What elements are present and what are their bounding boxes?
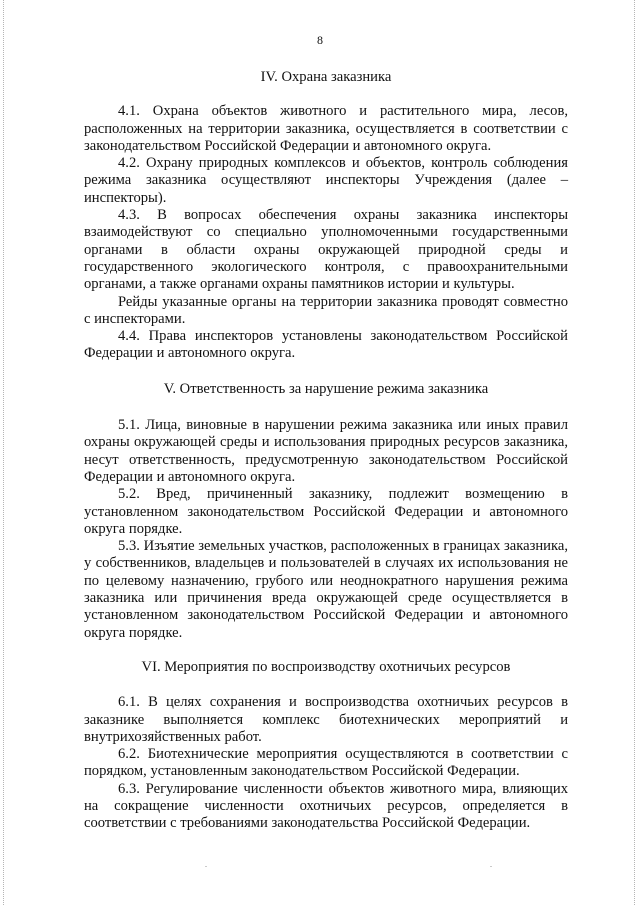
footer-mark: . [490, 860, 492, 869]
paragraph-4-3: 4.3. В вопросах обеспечения охраны заказника инспекторы взаимодействуют со специально уполномоченными государственными органами в области охраны окружающей природной среды и государственного экологического контроля, с правоохранительными органами, а также органами охраны памятников истории и культуры. [84, 207, 568, 293]
section-heading: IV. Охрана заказника [260, 69, 392, 85]
paragraph-4-1: 4.1. Охрана объектов животного и растительного мира, лесов, расположенных на территории заказника, осуществляется в соответствии с законодательством Российской Федерации и автономного округа. [84, 103, 568, 154]
footer-mark: . [205, 860, 207, 869]
paragraph-6-1: 6.1. В целях сохранения и воспроизводства охотничьих ресурсов в заказнике выполняется комплекс биотехнических мероприятий и внутрихозяйственных работ. [84, 694, 568, 745]
section-iv [84, 69, 568, 363]
section-v [84, 381, 568, 642]
section-heading: V. Ответственность за нарушение режима заказника [163, 380, 489, 397]
section-heading: VI. Мероприятия по воспроизводству охотничьих ресурсов [141, 658, 511, 675]
document-body [84, 63, 568, 833]
section-vi [84, 659, 568, 833]
paragraph-5-3: 5.3. Изъятие земельных участков, расположенных в границах заказника, у собственников, владельцев и пользователей в случаях их использования не по целевому назначению, грубого или неоднократного нарушения режима заказника или причинения вреда окружающей среде осуществляется в установленном законодательством Российской Федерации и автономного округа порядке. [84, 538, 568, 641]
paragraph-4-4: 4.4. Права инспекторов установлены законодательством Российской Федерации и автономного округа. [84, 328, 568, 362]
paragraph-raids: Рейды указанные органы на территории заказника проводят совместно с инспекторами. [84, 293, 568, 327]
paragraph-5-1: 5.1. Лица, виновные в нарушении режима заказника или иных правил охраны окружающей среды и использования природных ресурсов заказника, несут ответственность, предусмотренную законодательством Российской Федерации и автономного округа. [84, 417, 568, 485]
left-page-edge [3, 0, 6, 905]
right-page-edge [634, 0, 637, 905]
page-number: 8 [317, 33, 323, 47]
paragraph-5-2: 5.2. Вред, причиненный заказнику, подлежит возмещению в установленном законодательством Российской Федерации и автономного округа порядке. [84, 486, 568, 537]
paragraph-6-2: 6.2. Биотехнические мероприятия осуществляются в соответствии с порядком, установленным законодательством Российской Федерации. [84, 746, 568, 780]
paragraph-6-3: 6.3. Регулирование численности объектов животного мира, влияющих на сокращение численности охотничьих ресурсов, определяется в соответствии с требованиями законодательства Российской Федерации. [84, 780, 568, 832]
paragraph-4-2: 4.2. Охрану природных комплексов и объектов, контроль соблюдения режима заказника осуществляют инспекторы Учреждения (далее – инспекторы). [84, 155, 568, 206]
